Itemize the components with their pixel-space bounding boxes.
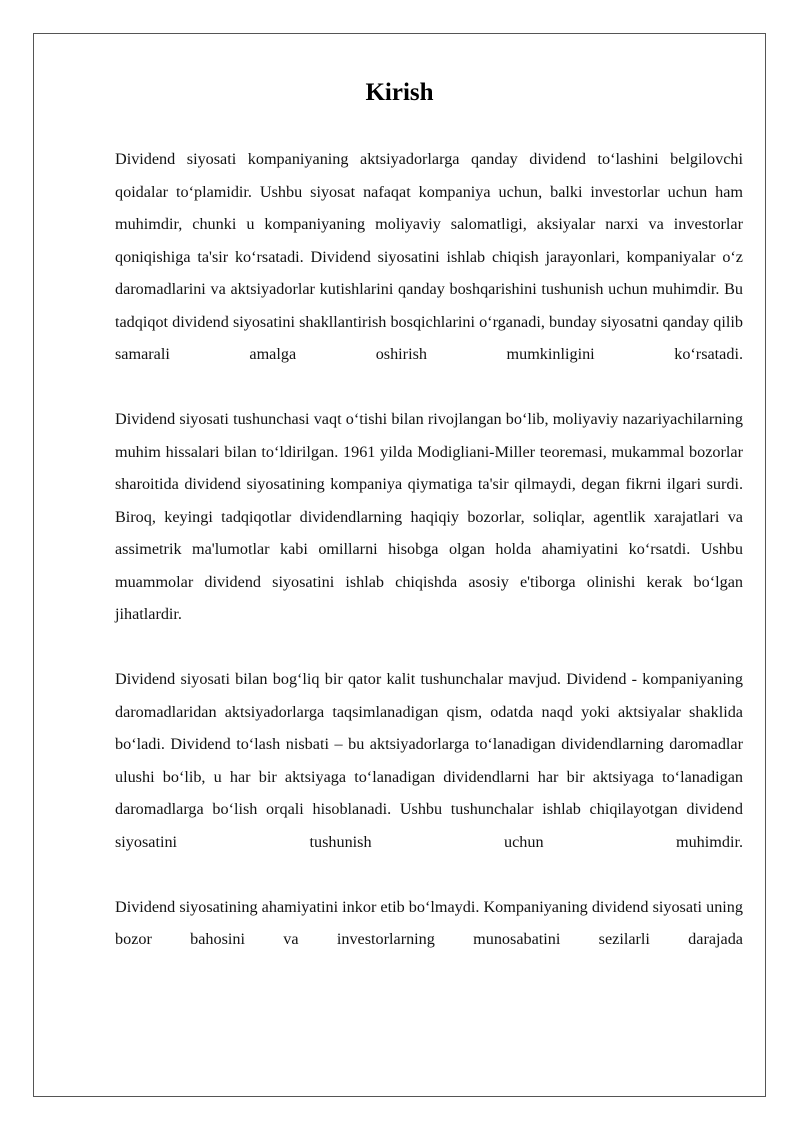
paragraph-1: Dividend siyosati kompaniyaning aktsiyadorlarga qanday dividend to‘lashini belgilovchi qoidalar to‘plamidir. Ushbu siyosat nafaqat kompaniya uchun, balki investorlar uchun ham muhimdir, chunki u kompaniyaning moliyaviy salomatligi, aksiyalar narxi va investorlar qoniqishiga ta'sir ko‘rsatadi. Dividend siyosatini ishlab chiqish jarayonlari, kompaniyalar o‘z daromadlarini va aktsiyadorlar kutishlarini qanday boshqarishini tushunish uchun muhimdir. Bu tadqiqot dividend siyosatini shakllantirish bosqichlarini o‘rganadi, bunday siyosatni qanday qilib samarali amalga oshirish mumkinligini ko‘rsatadi. [115,150,743,363]
page-title: Kirish [365,79,434,106]
paragraph-2: Dividend siyosati tushunchasi vaqt o‘tishi bilan rivojlangan bo‘lib, moliyaviy nazariyachilarning muhim hissalari bilan to‘ldirilgan. 1961 yilda Modigliani-Miller teoremasi, mukammal bozorlar sharoitida dividend siyosatining kompaniya qiymatiga ta'sir qilmaydi, degan fikrni ilgari surdi. Biroq, keyingi tadqiqotlar dividendlarning haqiqiy bozorlar, soliqlar, agentlik xarajatlari va assimetrik ma'lumotlar kabi omillarni hisobga olgan holda ahamiyatini ko‘rsatdi. Ushbu muammolar dividend siyosatini ishlab chiqishda asosiy e'tiborga olinishi kerak bo‘lgan jihatlardir. [115,410,743,623]
document-body [115,143,743,988]
page [33,33,766,1097]
paragraph-4: Dividend siyosatining ahamiyatini inkor etib bo‘lmaydi. Kompaniyaning dividend siyosati uning bozor bahosini va investorlarning munosabatini sezilarli darajada [115,897,743,948]
paragraph-3: Dividend siyosati bilan bog‘liq bir qator kalit tushunchalar mavjud. Dividend - kompaniyaning daromadlaridan aktsiyadorlarga taqsimlanadigan qism, odatda naqd yoki aktsiyalar shaklida bo‘ladi. Dividend to‘lash nisbati – bu aktsiyadorlarga to‘lanadigan dividendlarning daromadlar ulushi bo‘lib, u har bir aktsiyaga to‘lanadigan dividendlarni har bir aktsiyaga to‘lanadigan daromadlarga bo‘lish orqali hisoblanadi. Ushbu tushunchalar ishlab chiqilayotgan dividend siyosatini tushunish uchun muhimdir. [115,670,743,851]
